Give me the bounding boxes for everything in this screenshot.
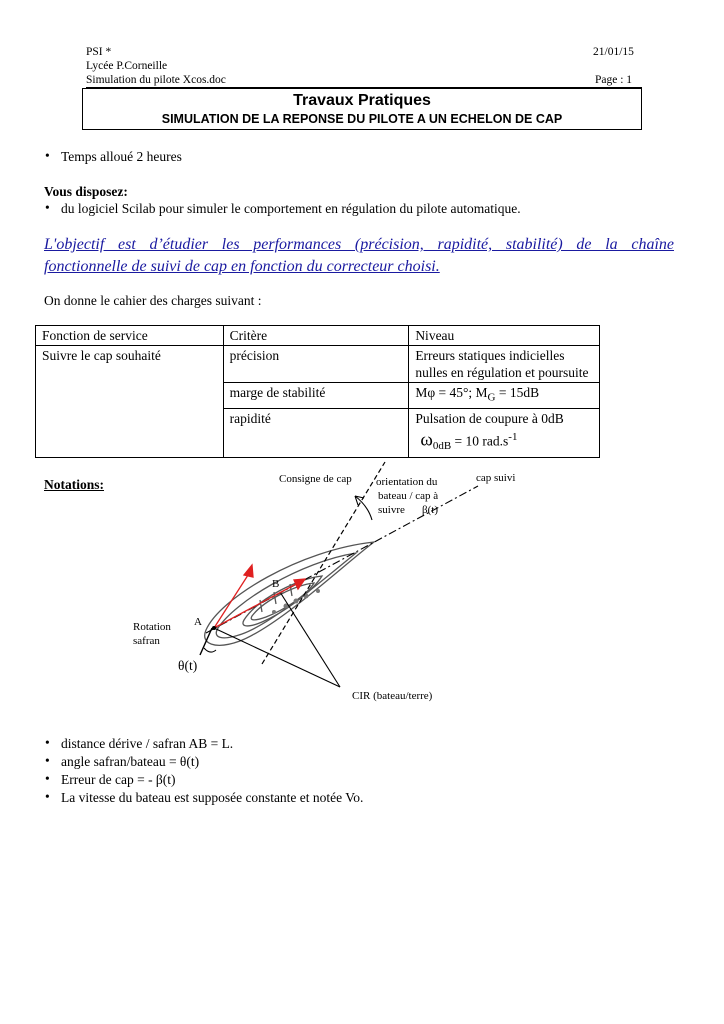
- omega-value: = 10 rad.s: [451, 433, 509, 449]
- margin-phase-text: Mφ = 45°; M: [415, 385, 488, 400]
- time-allowed: Temps alloué 2 heures: [61, 149, 182, 164]
- label-rotation-2: safran: [133, 635, 160, 647]
- margin-gain-subscript: G: [487, 391, 496, 404]
- consigne-axis: [262, 462, 385, 664]
- table-cell-critere: marge de stabilité: [223, 383, 409, 409]
- table-header-cell: Critère: [223, 326, 409, 346]
- bullet-dot: •: [45, 753, 50, 768]
- label-point-a: A: [194, 616, 202, 628]
- cutoff-label: Pulsation de coupure à 0dB: [415, 410, 564, 426]
- label-beta: β(t): [422, 504, 438, 516]
- title-main: Travaux Pratiques: [293, 92, 431, 109]
- title-sub: SIMULATION DE LA REPONSE DU PILOTE A UN ECHELON DE CAP: [161, 112, 563, 126]
- boat-hull: [205, 542, 374, 645]
- theta-arc: [204, 648, 216, 652]
- bullet-speed: La vitesse du bateau est supposée constante et notée Vo.: [61, 790, 364, 805]
- omega-exponent: -1: [508, 430, 518, 443]
- table-header-cell: Niveau: [409, 326, 600, 346]
- bullet-angle: angle safran/bateau = θ(t): [61, 754, 200, 769]
- label-point-b: B: [272, 578, 280, 590]
- label-theta: θ(t): [178, 658, 198, 673]
- bullet-dot: •: [45, 771, 50, 786]
- objective-line2: fonctionnelle de suivi de cap en fonction du correcteur choisi.: [44, 258, 440, 275]
- label-orientation-2: bateau / cap à: [378, 490, 439, 502]
- scilab-bullet: du logiciel Scilab pour simuler le comportement en régulation du pilote automatique.: [61, 201, 521, 216]
- label-orientation-3: suivre: [378, 504, 405, 516]
- omega-symbol: ω: [420, 429, 433, 451]
- label-consigne: Consigne de cap: [279, 473, 352, 485]
- header-filename: Simulation du pilote Xcos.doc: [86, 74, 226, 86]
- omega-subscript: 0dB: [432, 439, 452, 452]
- table-header-cell: Fonction de service: [36, 326, 224, 346]
- notations-heading: Notations:: [44, 477, 104, 492]
- bullet-error: Erreur de cap = - β(t): [61, 772, 176, 787]
- bullet-dot: •: [45, 148, 50, 163]
- bullet-dot: •: [45, 735, 50, 750]
- table-cell-critere: rapidité: [223, 408, 409, 457]
- vous-disposez-heading: Vous disposez:: [44, 184, 128, 199]
- label-rotation-1: Rotation: [133, 621, 171, 633]
- table-cell-function: Suivre le cap souhaité: [36, 346, 224, 458]
- header-class: PSI *: [86, 46, 112, 58]
- bullet-distance: distance dérive / safran AB = L.: [61, 736, 234, 751]
- bullet-dot: •: [45, 789, 50, 804]
- table-cell-niveau: Erreurs statiques indicielles nulles en régulation et poursuite: [409, 346, 600, 383]
- label-cir: CIR (bateau/terre): [352, 690, 433, 702]
- objective-line1: L'objectif est d’étudier les performances (précision, rapidité, stabilité) de la chaîne: [44, 236, 674, 253]
- margin-gain-text: = 15dB: [495, 385, 540, 400]
- rudder-line: [200, 628, 212, 655]
- table-cell-critere: précision: [223, 346, 409, 383]
- header-school: Lycée P.Corneille: [86, 60, 168, 72]
- header-page: Page : 1: [595, 74, 633, 86]
- cahier-intro: On donne le cahier des charges suivant :: [44, 293, 262, 308]
- label-orientation-1: orientation du: [376, 476, 438, 488]
- bullet-dot: •: [45, 200, 50, 215]
- label-cap-suivi: cap suivi: [476, 472, 516, 484]
- point-a-marker: [212, 626, 216, 630]
- beta-arc: [355, 496, 372, 520]
- header-date: 21/01/15: [593, 46, 634, 58]
